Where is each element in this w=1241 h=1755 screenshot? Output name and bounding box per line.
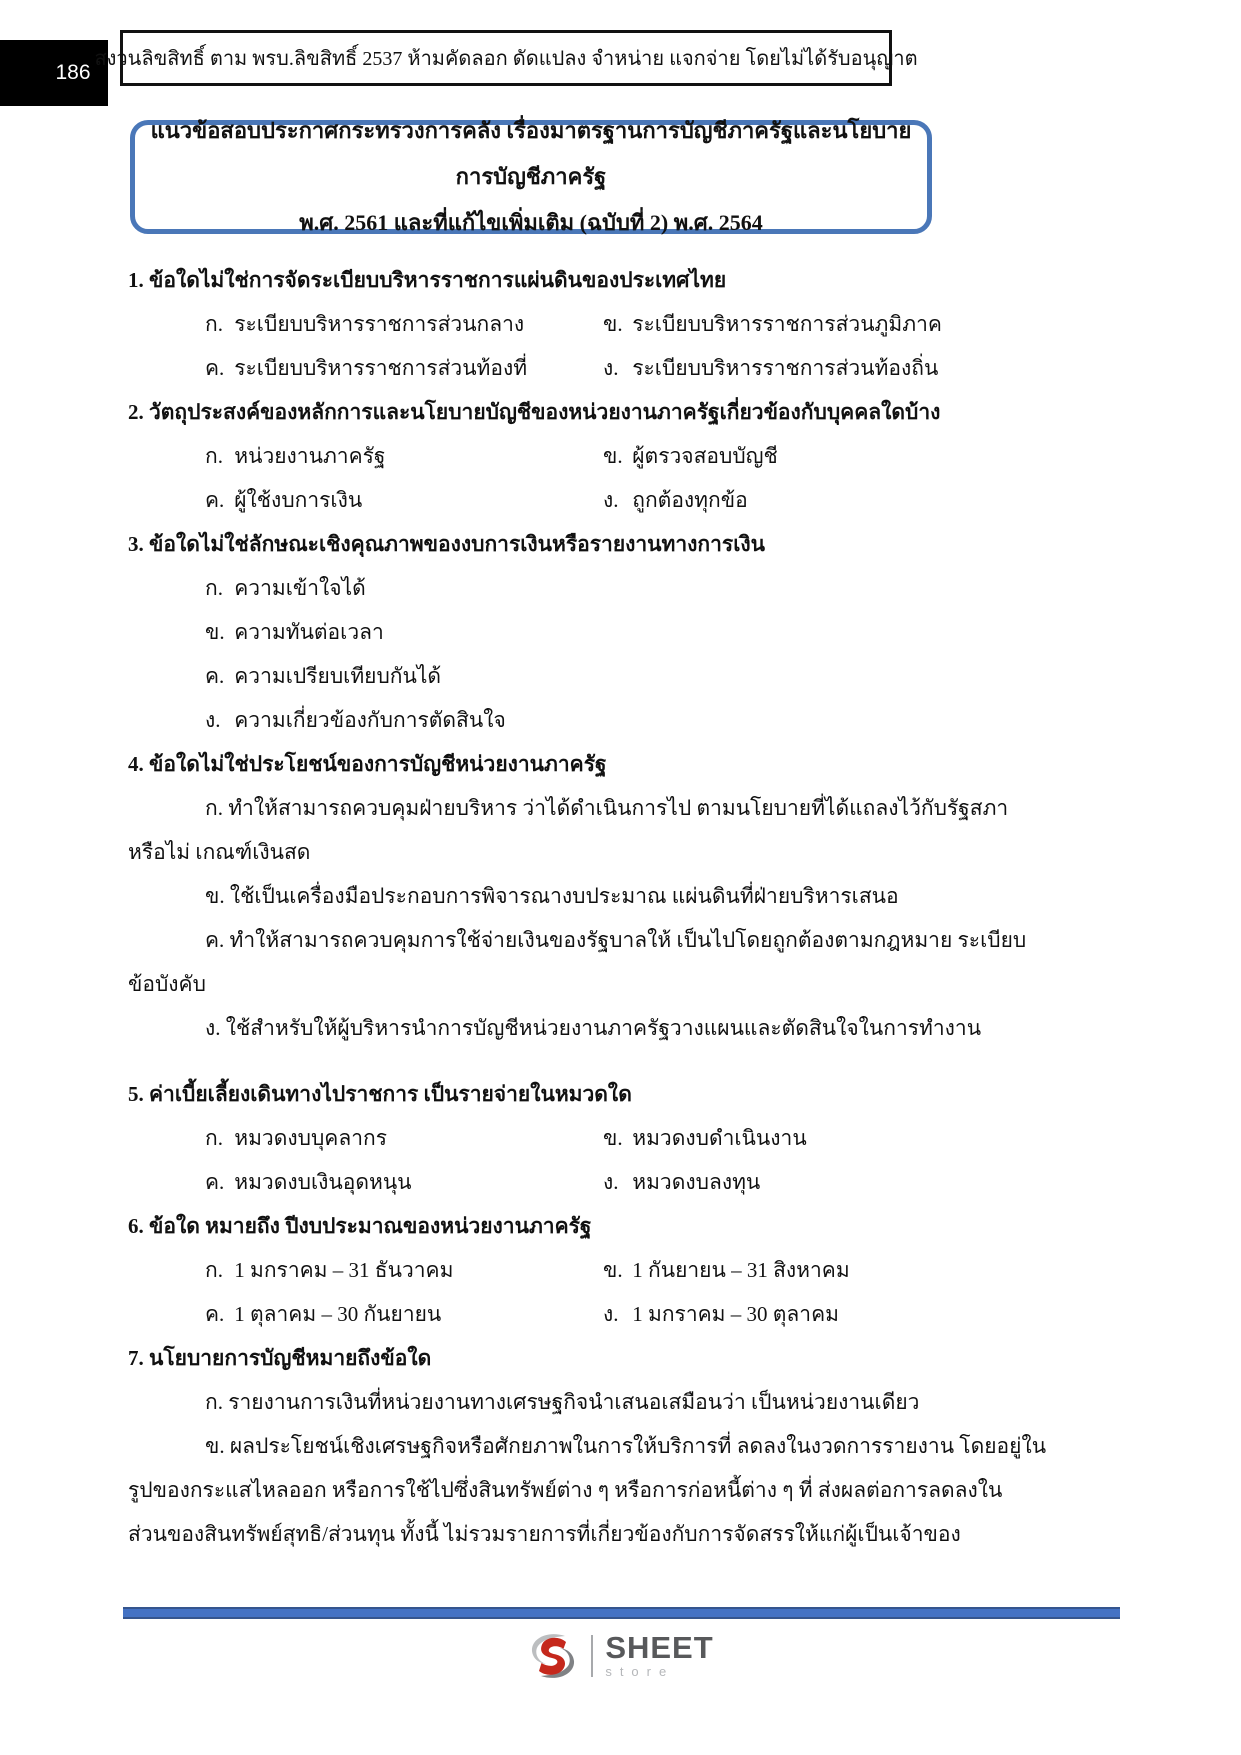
choice-option <box>603 346 1118 390</box>
choice-option: ง. ใช้สำหรับให้ผู้บริหารนำการบัญชีหน่วยงานภาครัฐวางแผนและตัดสินใจในการทำงาน <box>205 1016 982 1040</box>
choice-option <box>603 1116 1118 1160</box>
choice-label: ข. <box>205 620 225 644</box>
choice-label: ค. <box>205 664 225 688</box>
choice-option <box>128 1160 603 1204</box>
choice-option-continuation: รูปของกระแสไหลออก หรือการใช้ไปซึ่งสินทรัพย์ต่าง ๆ หรือการก่อหนี้ต่าง ๆ ที่ ส่งผลต่อการลดลงใน <box>128 1478 1003 1502</box>
question-heading: 2. วัตถุประสงค์ของหลักการและนโยบายบัญชีของหน่วยงานภาครัฐเกี่ยวข้องกับบุคคลใดบ้าง <box>128 400 941 424</box>
choice-label: ค. <box>205 488 225 512</box>
choice-option: ข. ผลประโยชน์เชิงเศรษฐกิจหรือศักยภาพในการให้บริการที่ ลดลงในงวดการรายงาน โดยอยู่ใน <box>205 1434 1047 1458</box>
choice-option: ก. รายงานการเงินที่หน่วยงานทางเศรษฐกิจนำเสนอเสมือนว่า เป็นหน่วยงานเดียว <box>205 1390 920 1414</box>
choice-label: ก. <box>205 444 223 468</box>
question-heading: 7. นโยบายการบัญชีหมายถึงข้อใด <box>128 1346 432 1370</box>
choice-label: ค. <box>205 1170 225 1194</box>
sheet-store-s-icon <box>527 1633 579 1679</box>
exam-title-line2: พ.ศ. 2561 และที่แก้ไขเพิ่มเติม (ฉบับที่ 2) พ.ศ. 2564 <box>299 210 763 235</box>
choice-option-continuation: ข้อบังคับ <box>128 972 206 996</box>
exam-title-box <box>130 120 932 234</box>
choice-option <box>128 434 603 478</box>
choice-option <box>128 698 1118 742</box>
sheet-store-logo <box>0 1630 1241 1679</box>
question-block <box>128 1204 1118 1336</box>
choice-label: ข. <box>603 444 623 468</box>
choice-option <box>128 346 603 390</box>
question-block <box>128 1336 1118 1556</box>
choice-option <box>603 1160 1118 1204</box>
choice-text: ระเบียบบริหารราชการส่วนท้องที่ <box>234 356 528 380</box>
choice-text: ความเปรียบเทียบกันได้ <box>234 664 442 688</box>
choice-grid <box>128 1116 1118 1204</box>
choice-option-continuation: หรือไม่ เกณฑ์เงินสด <box>128 840 311 864</box>
choice-text: 1 กันยายน – 31 สิงหาคม <box>632 1258 850 1282</box>
choice-label: ง. <box>603 356 619 380</box>
choice-label: ง. <box>603 488 619 512</box>
question-block <box>128 258 1118 390</box>
choice-label: ก. <box>205 1258 223 1282</box>
choice-option <box>128 566 1118 610</box>
choice-text: ระเบียบบริหารราชการส่วนภูมิภาค <box>632 312 942 336</box>
choice-text: ระเบียบบริหารราชการส่วนท้องถิ่น <box>632 356 939 380</box>
choice-option <box>603 478 1118 522</box>
choice-text: หมวดงบลงทุน <box>632 1170 761 1194</box>
choice-label: ข. <box>603 312 623 336</box>
choice-text: ถูกต้องทุกข้อ <box>632 488 748 512</box>
choice-option <box>603 434 1118 478</box>
choice-grid <box>128 302 1118 390</box>
choice-label: ข. <box>603 1258 623 1282</box>
choice-text: ความเข้าใจได้ <box>234 576 366 600</box>
choice-label: ก. <box>205 312 223 336</box>
choice-option: ค. ทำให้สามารถควบคุมการใช้จ่ายเงินของรัฐบาลให้ เป็นไปโดยถูกต้องตามกฎหมาย ระเบียบ <box>205 928 1027 952</box>
choice-option <box>128 1292 603 1336</box>
choice-option: ก. ทำให้สามารถควบคุมฝ่ายบริหาร ว่าได้ดำเนินการไป ตามนโยบายที่ได้แถลงไว้กับรัฐสภา <box>205 796 1009 820</box>
choice-option <box>128 1116 603 1160</box>
question-heading: 6. ข้อใด หมายถึง ปีงบประมาณของหน่วยงานภาครัฐ <box>128 1214 592 1238</box>
choice-text: หมวดงบเงินอุดหนุน <box>234 1170 412 1194</box>
choice-option <box>128 1248 603 1292</box>
choice-label: ง. <box>205 708 221 732</box>
question-heading: 5. ค่าเบี้ยเลี้ยงเดินทางไปราชการ เป็นรายจ่ายในหมวดใด <box>128 1082 632 1106</box>
page-number: 186 <box>55 61 91 84</box>
logo-divider <box>591 1635 593 1677</box>
choice-option: ข. ใช้เป็นเครื่องมือประกอบการพิจารณางบประมาณ แผ่นดินที่ฝ่ายบริหารเสนอ <box>205 884 899 908</box>
logo-name: SHEET <box>605 1630 714 1665</box>
choice-text: 1 ตุลาคม – 30 กันยายน <box>234 1302 442 1326</box>
question-block <box>128 1072 1118 1204</box>
choice-text: ผู้ตรวจสอบบัญชี <box>632 444 778 468</box>
footer-divider-bar <box>123 1607 1120 1619</box>
choice-text: ผู้ใช้งบการเงิน <box>234 488 363 512</box>
question-list <box>128 258 1118 1556</box>
choice-grid <box>128 1248 1118 1336</box>
choice-option <box>603 302 1118 346</box>
choice-label: ก. <box>205 576 223 600</box>
logo-text <box>605 1630 714 1679</box>
choice-text: หมวดงบดำเนินงาน <box>632 1126 807 1150</box>
question-block <box>128 390 1118 522</box>
choice-option <box>603 1248 1118 1292</box>
choice-option <box>603 1292 1118 1336</box>
choice-text: หน่วยงานภาครัฐ <box>234 444 386 468</box>
choice-option <box>128 654 1118 698</box>
logo-subtitle: store <box>605 1664 675 1679</box>
choice-label: ข. <box>603 1126 623 1150</box>
choice-label: ง. <box>603 1170 619 1194</box>
question-block <box>128 742 1118 1050</box>
choice-text: ความทันต่อเวลา <box>234 620 384 644</box>
page-number-box <box>0 40 108 106</box>
choice-text: 1 มกราคม – 30 ตุลาคม <box>632 1302 839 1326</box>
choice-text: ระเบียบบริหารราชการส่วนกลาง <box>234 312 525 336</box>
choice-grid <box>128 434 1118 522</box>
question-heading: 3. ข้อใดไม่ใช่ลักษณะเชิงคุณภาพของงบการเงินหรือรายงานทางการเงิน <box>128 532 766 556</box>
choice-text: หมวดงบบุคลากร <box>234 1126 387 1150</box>
question-heading: 1. ข้อใดไม่ใช่การจัดระเบียบบริหารราชการแผ่นดินของประเทศไทย <box>128 268 727 292</box>
question-block <box>128 522 1118 742</box>
choice-label: ก. <box>205 1126 223 1150</box>
choice-text: ความเกี่ยวข้องกับการตัดสินใจ <box>234 708 506 732</box>
choice-text: 1 มกราคม – 31 ธันวาคม <box>234 1258 454 1282</box>
choice-option <box>128 302 603 346</box>
copyright-text: สงวนลิขสิทธิ์ ตาม พรบ.ลิขสิทธิ์ 2537 ห้ามคัดลอก ดัดแปลง จำหน่าย แจกจ่าย โดยไม่ได้รับอนุญาต <box>94 48 918 70</box>
copyright-notice-box <box>94 30 918 86</box>
choice-label: ค. <box>205 1302 225 1326</box>
choice-option <box>128 610 1118 654</box>
exam-title-line1: แนวข้อสอบประกาศกระทรวงการคลัง เรื่องมาตรฐานการบัญชีภาครัฐและนโยบายการบัญชีภาครัฐ <box>150 118 912 189</box>
choice-label: ค. <box>205 356 225 380</box>
question-heading: 4. ข้อใดไม่ใช่ประโยชน์ของการบัญชีหน่วยงานภาครัฐ <box>128 752 607 776</box>
choice-option <box>128 478 603 522</box>
choice-option-continuation: ส่วนของสินทรัพย์สุทธิ/ส่วนทุน ทั้งนี้ ไม่รวมรายการที่เกี่ยวข้องกับการจัดสรรให้แก่ผู้เป็นเจ้าของ <box>128 1522 961 1546</box>
choice-label: ง. <box>603 1302 619 1326</box>
